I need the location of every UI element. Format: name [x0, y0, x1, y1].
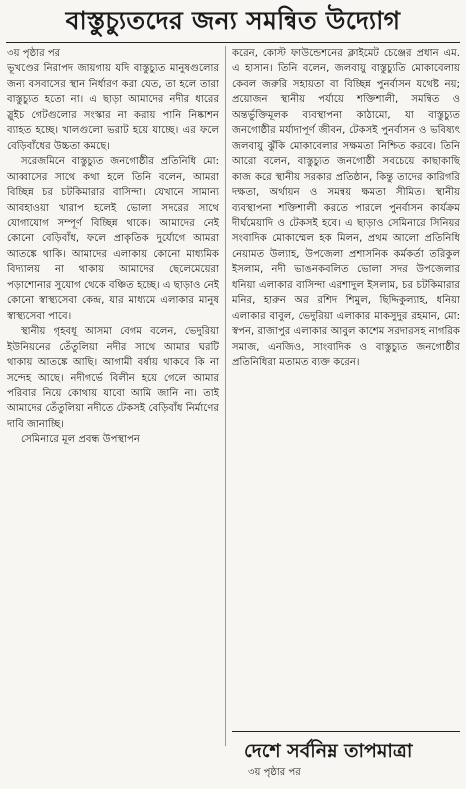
section-rule [232, 731, 460, 732]
column-divider [225, 46, 226, 746]
next-article-continued-label: ৩য় পৃষ্ঠার পর [248, 767, 301, 778]
headline-rule [6, 42, 460, 43]
article-paragraph: স্থানীয় গৃহবধূ আসমা বেগম বলেন, ভেদুরিয়া ইউনিয়নের তেঁতুলিয়া নদীর সাথে আমার ঘরটি থাকায় আতঙ্কে আছি। আগামী বর্ষায় থাকবে কি না সন্দেহ আছে। নদীগর্ভে বিলীন হয়ে গেলে আমার পরিবার নিয়ে কোথায় যাবো আমি জানি না। তাই আমাদের তেঁতুলিয়া নদীতে টেকসই বেড়িবাঁধ নির্মাণের দাবি জানাচ্ছি। [7, 326, 219, 430]
article-paragraph: করেন, কোস্ট ফাউন্ডেশনের ক্লাইমেট চেঞ্জের প্রধান এম. এ হাসান। তিনি বলেন, জলবায়ু বাস্তুচ্যুতি মোকাবেলায় কেবল জরুরি সহায়তা বা বিচ্ছিন্ন পুনর্বাসন যথেষ্ট নয়; প্রয়োজন স্থানীয় পর্যায়ে শক্তিশালী, সমন্বিত ও অন্তর্ভুক্তিমূলক ব্যবস্থাপনা কাঠামো, যা বাস্তুচ্যুত জনগোষ্ঠীর মর্যাদাপূর্ণ জীবন, টেকসই পুনর্বাসন ও ভবিষ্যৎ জলবায়ু ঝুঁকি মোকাবেলার সক্ষমতা নিশ্চিত করবে। তিনি আরো বলেন, বাস্তুচ্যুত জনগোষ্ঠী সবচেয়ে কাছাকাছি কাজ করে স্থানীয় সরকার প্রতিষ্ঠান, কিন্তু তাদের কারিগরি দক্ষতা, অর্থায়ন ও সমন্বয় ক্ষমতা সীমিত। স্থানীয় ব্যবস্থাপনা শক্তিশালী করতে পারলে পুনর্বাসন কার্যক্রম দীর্ঘমেয়াদি ও টেকসই হবে। এ ছাড়াও সেমিনারে সিনিয়র সংবাদিক মোকাম্মেল হক মিলন, প্রথম আলো প্রতিনিধি নেয়ামত উল্যাহ, উপজেলা প্রশাসনিক কর্মকর্তা তরিকুল ইসলাম, নদী ভাঙনকবলিত ভোলা সদর উপজেলার ধনিয়া এলাকার বাসিন্দা এরশাদুল ইসলাম, চর চটকিমারার মনির, হারুন অর রশিদ শিমুল, ছিদ্দিকুল্যাহ, ধনিয়া এলাকার বাবুল, ভেদুরিয়া এলাকার মাকসুদুর রহমান, মো: স্বপন, রাজাপুর এলাকার আবুল কাশেম সরদারসহ নাগরিক সমাজ, এনজিও, সাংবাদিক ও বাস্তুচ্যুত জনগোষ্ঠীর প্রতিনিধিরা মতামত ব্যক্ত করেন। [232, 48, 460, 369]
continued-from-label: ৩য় পৃষ্ঠার পর [7, 48, 61, 59]
article-column-left [7, 46, 219, 746]
article-headline: বাস্তুচ্যুতদের জন্য সমন্বিত উদ্যোগ [65, 6, 401, 35]
article-column-right [232, 46, 460, 686]
next-article-headline: দেশে সর্বনিম্ন তাপমাত্রা [244, 740, 413, 762]
article-paragraph: সরেজমিনে বাস্তুচ্যুত জনগোষ্ঠীর প্রতিনিধি মো: আব্বাসের সাথে কথা হলে তিনি বলেন, আমরা বিচ্ছিন্ন চর চটকিমারার বাসিন্দা। যেখানে সামান্য আবহাওয়া খারাপ হলেই ভোলা সদরের সাথে যোগাযোগ সম্পূর্ণ বিচ্ছিন্ন থাকে। আমাদের নেই কোনো বেড়িবাঁধ, ফলে প্রাকৃতিক দুর্যোগে আমরা আতঙ্কে থাকি। আমাদের এলাকায় কোনো মাধ্যমিক বিদ্যালয় না থাকায় আমাদের ছেলেমেয়েরা পড়াশোনার সুযোগ থেকে বঞ্চিত হচ্ছে। এ ছাড়াও নেই কোনো স্বাস্থ্যসেবা কেন্দ্র, যার মাধ্যমে এলাকার মানুষ স্বাস্থ্যসেবা পাবে। [7, 156, 219, 322]
article-paragraph: ভূখণ্ডের নিরাপদ জায়গায় যদি বাস্তুচ্যুত মানুষগুলোর জন্য বসবাসের স্থান নির্ধারণ করা যেত, তা হলে তারা বাস্তুচ্যুত হতো না। এ ছাড়া আমাদের নদীর ধারের স্লুইচ গেটগুলোর সংস্কার না করায় পানি নিষ্কাশন ব্যাহত হচ্ছে। খালগুলো ভরাট হয়ে যাচ্ছে। এর ফলে বেড়িবাঁধের উচ্চতা কমছে। [7, 63, 219, 152]
article-paragraph: সেমিনারে মূল প্রবন্ধ উপস্থাপন [21, 434, 140, 446]
